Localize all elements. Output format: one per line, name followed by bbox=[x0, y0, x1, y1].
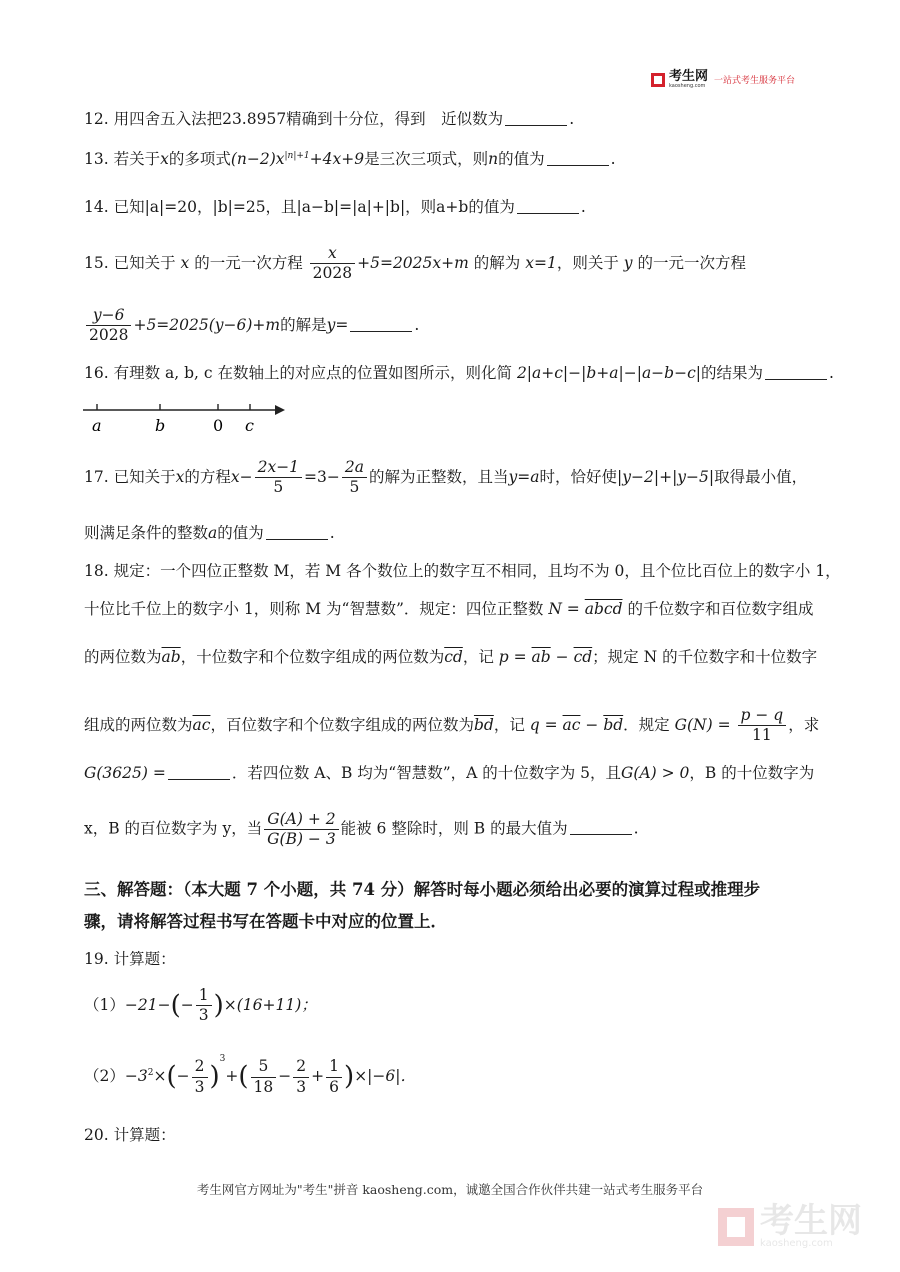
q19-p2-f2 bbox=[293, 1057, 309, 1097]
answer-blank bbox=[517, 199, 579, 214]
header-logo bbox=[651, 70, 795, 89]
question-16: 16. 有理数 a, b, c 在数轴上的对应点的位置如图所示，则化简 2|a+c|−|b+a|−|a−b−c|的结果为 . bbox=[84, 364, 834, 382]
question-13: 13. 若关于x的多项式$(n-2)x^{|n|+1}+4x+9$是三次三项式，则n的值为 . bbox=[84, 150, 616, 168]
q19-p1-den: 3 bbox=[198, 1006, 209, 1025]
q13-prefix: 13. 若关于 bbox=[84, 150, 161, 168]
q17-mid2: =3− bbox=[304, 467, 340, 486]
watermark-logo-icon bbox=[718, 1208, 754, 1246]
answer-blank bbox=[547, 151, 609, 166]
q13-suffix2: 的值为 bbox=[498, 150, 545, 168]
q13-expr: (n−2)x bbox=[230, 150, 285, 168]
q15-prefix: 15. 已知关于 bbox=[84, 253, 176, 272]
q13-var-x: x bbox=[160, 150, 169, 168]
q18-p: p = bbox=[498, 648, 527, 666]
q18-g3625: G(3625) = bbox=[84, 764, 166, 782]
q19-f3-num: 1 bbox=[326, 1057, 342, 1077]
answer-blank bbox=[350, 317, 412, 332]
q13-var-n: n bbox=[488, 150, 499, 168]
q19-p1a: −21− bbox=[124, 995, 171, 1014]
q19-p2-sup: 2 bbox=[147, 1067, 154, 1078]
q18-fraction-g bbox=[738, 706, 787, 746]
label-0: 0 bbox=[213, 416, 224, 435]
q17-frac1-den: 5 bbox=[273, 478, 284, 497]
q18-l2b: N = bbox=[548, 600, 580, 618]
q18-fraction-ga-gb bbox=[264, 810, 338, 849]
q15-solution: x=1 bbox=[525, 253, 557, 272]
q18-l4c: ，记 bbox=[493, 715, 525, 734]
q18-overline-bd: $\overline{bd}$ bbox=[473, 715, 494, 734]
kaosheng-logo-icon bbox=[651, 73, 665, 87]
q18-l5d: ，B 的十位数字为 bbox=[689, 764, 815, 782]
section-3-heading-line2: 骤，请将解答过程书写在答题卡中对应的位置上． bbox=[84, 912, 447, 931]
q18-q: q = bbox=[529, 715, 558, 734]
q17-suffix3: 取得最小值， bbox=[714, 467, 808, 486]
question-15-line1: 15. 已知关于 x 的一元一次方程 $\frac{x}{2028}$ +5=2025x+m 的解为 x=1，则关于 y 的一元一次方程 bbox=[84, 244, 746, 283]
question-19-part1: （1）−21−(− $\frac{1}{3}$ )×(16+11)； bbox=[84, 986, 317, 1025]
question-17-line1: 17. 已知关于x的方程x− $\frac{2x-1}{5}$ =3− $\frac{2a}{5}$ 的解为正整数，且当y=a时，恰好使|y−2|+|y−5|取得最小值， bbox=[84, 458, 808, 497]
q19-f2-den: 3 bbox=[296, 1077, 307, 1096]
q18-l3a: 的两位数为 bbox=[84, 648, 162, 666]
q17-cond: y=a bbox=[508, 467, 540, 486]
label-c: c bbox=[245, 416, 254, 435]
question-18-line4: 组成的两位数为$\overline{ac}$，百位数字和个位数字组成的两位数为$\overline{bd}$，记 $q = \overline{ac} - \overline{bd}$．规定 G(N) = $\frac{p - q}{11}$ ，求 bbox=[84, 706, 820, 745]
q17-suffix: 的解为正整数，且当 bbox=[369, 467, 509, 486]
q15-fraction2 bbox=[86, 306, 131, 346]
q17-line2: 则满足条件的整数 bbox=[84, 524, 209, 542]
label-b: b bbox=[155, 416, 166, 435]
answer-blank bbox=[570, 820, 632, 835]
q15-frac2-den: 2028 bbox=[89, 326, 129, 345]
q18-l4b: ，百位数字和个位数字组成的两位数为 bbox=[210, 715, 474, 734]
q18-overline-cd: $\overline{cd}$ bbox=[444, 648, 463, 666]
q15-line2-rest: +5=2025(y−6)+m bbox=[133, 315, 281, 334]
q13-mid: 的多项式 bbox=[168, 150, 231, 168]
q19-p2-fraction bbox=[192, 1057, 208, 1097]
q19-p1b: ×(16+11)； bbox=[223, 995, 317, 1014]
q18-l3b: ，十位数字和个位数字组成的两位数为 bbox=[180, 648, 445, 666]
q18-gn: G(N) = bbox=[674, 715, 731, 734]
q17-mid: 的方程 bbox=[184, 467, 231, 486]
q17-frac2-den: 5 bbox=[349, 478, 360, 497]
q14-text: 14. 已知|a|=20，|b|=25，且|a−b|=|a|+|b|，则a+b的值为 bbox=[84, 198, 515, 216]
q15-end: ，则关于 bbox=[556, 253, 619, 272]
q13-exponent: |n|+1 bbox=[284, 150, 310, 161]
q17-fraction1 bbox=[255, 458, 302, 498]
q19-p2-den: 3 bbox=[194, 1077, 205, 1096]
q15-eq-rest: +5=2025x+m bbox=[357, 253, 469, 272]
q18-l2a: 十位比千位上的数字小 1，则称 M 为“智慧数”．规定：四位正整数 bbox=[84, 600, 544, 618]
q15-end2: 的一元一次方程 bbox=[637, 253, 746, 272]
q19-p2-f3 bbox=[326, 1057, 342, 1097]
question-19-title: 19. 计算题： bbox=[84, 950, 176, 968]
answer-blank bbox=[266, 525, 328, 540]
footer-text: 考生网官方网址为"考生"拼音 kaosheng.com，诚邀全国合作伙伴共建一站式考生服务平台 bbox=[196, 1182, 704, 1197]
q12-text: 12. 用四舍五入法把23.8957精确到十分位，得到 近似数为 bbox=[84, 110, 504, 128]
q18-gb-den: G(B) − 3 bbox=[267, 830, 336, 849]
q18-l6a: x，B 的百位数字为 y，当 bbox=[84, 819, 263, 838]
question-18-line6: x，B 的百位数字为 y，当 $\frac{G(A) + 2}{G(B) - 3}$ 能被 6 整除时，则 B 的最大值为 . bbox=[84, 810, 639, 849]
label-a: a bbox=[92, 416, 102, 435]
q19-p1-num: 1 bbox=[196, 986, 212, 1006]
q19-f3-den: 6 bbox=[329, 1077, 340, 1096]
question-18-line5 bbox=[84, 764, 814, 783]
answer-blank bbox=[168, 765, 230, 780]
watermark bbox=[718, 1201, 862, 1249]
question-15-line2: $\frac{y-6}{2028}$ +5=2025(y−6)+m的解是y= . bbox=[84, 306, 419, 346]
q17-line2-end: 的值为 bbox=[217, 524, 264, 542]
logo-domain: kaosheng.com bbox=[669, 83, 706, 89]
q18-l3c: ，记 bbox=[462, 648, 494, 666]
q18-l4a: 组成的两位数为 bbox=[84, 715, 193, 734]
question-14: 14. 已知|a|=20，|b|=25，且|a−b|=|a|+|b|，则a+b的值为 . bbox=[84, 198, 586, 216]
number-line-arrow bbox=[275, 405, 285, 415]
q18-l3d: ；规定 N 的千位数字和十位数字 bbox=[592, 648, 818, 666]
section-3-heading-line1: 三、解答题：（本大题 7 个小题，共 74 分）解答时每小题必须给出必要的演算过程或推理步 bbox=[84, 880, 761, 899]
q18-l5b: ．若四位数 A、B 均为“智慧数”，A 的十位数字为 5，且 bbox=[231, 764, 622, 782]
q19-f1-num: 5 bbox=[251, 1057, 277, 1077]
q17-abs-expr: |y−2|+|y−5| bbox=[617, 467, 715, 486]
q16-text: 16. 有理数 a, b, c 在数轴上的对应点的位置如图所示，则化简 bbox=[84, 364, 512, 382]
q15-fraction bbox=[310, 244, 355, 284]
q18-l4d: ．规定 bbox=[623, 715, 670, 734]
q13-suffix: 是三次三项式，则 bbox=[364, 150, 489, 168]
q19-part2-label: （2） bbox=[84, 1067, 125, 1085]
q18-l4e: ，求 bbox=[788, 715, 820, 734]
q19-p2a: −3 bbox=[124, 1067, 148, 1085]
q19-p2-num: 2 bbox=[192, 1057, 208, 1077]
q18-overline-ac: $\overline{ac}$ bbox=[192, 715, 211, 734]
q18-g-num: p − q bbox=[740, 706, 784, 724]
q19-p2-sup2: 3 bbox=[219, 1054, 226, 1064]
q15-mid: 的一元一次方程 bbox=[194, 253, 303, 272]
q16-expr: 2|a+c|−|b+a|−|a−b−c| bbox=[516, 364, 701, 382]
question-17-line2: 则满足条件的整数a的值为 . bbox=[84, 524, 335, 542]
number-line bbox=[80, 398, 290, 438]
q18-l6b: 能被 6 整除时，则 B 的最大值为 bbox=[340, 819, 568, 838]
q19-p2c: + bbox=[225, 1067, 239, 1085]
q17-suffix2: 时，恰好使 bbox=[539, 467, 618, 486]
question-19-part2: $(2)-3^2\times(-$ $\frac{2}{3}$ )$^3$+( $\frac{5}{18}$ − $\frac{2}{3}$ + $\frac{1}{6}$ )×|−6|． bbox=[84, 1054, 416, 1096]
q18-ga-cond: G(A) > 0 bbox=[621, 764, 690, 782]
q18-ga-num: G(A) + 2 bbox=[267, 810, 336, 828]
q17-prefix: 17. 已知关于 bbox=[84, 467, 176, 486]
answer-blank bbox=[505, 111, 567, 126]
q15-line2-var: y= bbox=[326, 315, 349, 334]
question-20-title: 20. 计算题： bbox=[84, 1126, 176, 1144]
q18-overline-ab: $\overline{ab}$ bbox=[161, 648, 181, 666]
watermark-name: 考生网 bbox=[760, 1201, 862, 1241]
q15-frac-den: 2028 bbox=[312, 264, 353, 283]
question-18-line2 bbox=[84, 600, 813, 619]
q19-p1-fraction bbox=[196, 986, 212, 1026]
question-18-line1: 18. 规定：一个四位正整数 M，若 M 各个数位上的数字互不相同，且均不为 0，且个位比百位上的数字小 1， bbox=[84, 562, 841, 580]
question-18-line3: 的两位数为$\overline{ab}$，十位数字和个位数字组成的两位数为$\overline{cd}$，记 $p = \overline{ab} - \overline{cd}$；规定 N 的千位数字和十位数字 bbox=[84, 648, 818, 666]
q17-fraction2 bbox=[342, 458, 367, 498]
q19-f1-den: 18 bbox=[253, 1077, 274, 1096]
q16-suffix: 的结果为 bbox=[701, 364, 764, 382]
q19-p2d: ×|−6|． bbox=[354, 1067, 416, 1085]
q17-frac1-num: 2x−1 bbox=[257, 458, 300, 476]
q17-line2-var: a bbox=[208, 524, 218, 542]
logo-name: 考生网 bbox=[669, 69, 709, 84]
q15-frac-num: x bbox=[328, 244, 337, 262]
q18-overline-abcd: abcd bbox=[584, 600, 623, 618]
q18-l2c: 的千位数字和百位数字组成 bbox=[627, 600, 814, 618]
q15-line2-suffix: 的解是 bbox=[280, 315, 327, 334]
q15-frac2-num: y−6 bbox=[92, 306, 125, 324]
q19-f2-num: 2 bbox=[293, 1057, 309, 1077]
q19-part1-label: （1） bbox=[84, 995, 125, 1014]
q19-p2b: × bbox=[153, 1067, 167, 1085]
q18-g-den: 11 bbox=[751, 726, 772, 745]
q15-mid2: 的解为 bbox=[473, 253, 521, 272]
watermark-domain: kaosheng.com bbox=[760, 1238, 833, 1249]
q19-p2-f1 bbox=[251, 1057, 277, 1097]
answer-blank bbox=[765, 365, 827, 380]
question-12: 12. 用四舍五入法把23.8957精确到十分位，得到 近似数为 . bbox=[84, 110, 575, 128]
q13-expr2: +4x+9 bbox=[309, 150, 365, 168]
q17-frac2-num: 2a bbox=[344, 458, 364, 476]
logo-slogan: 一站式考生服务平台 bbox=[714, 76, 796, 86]
